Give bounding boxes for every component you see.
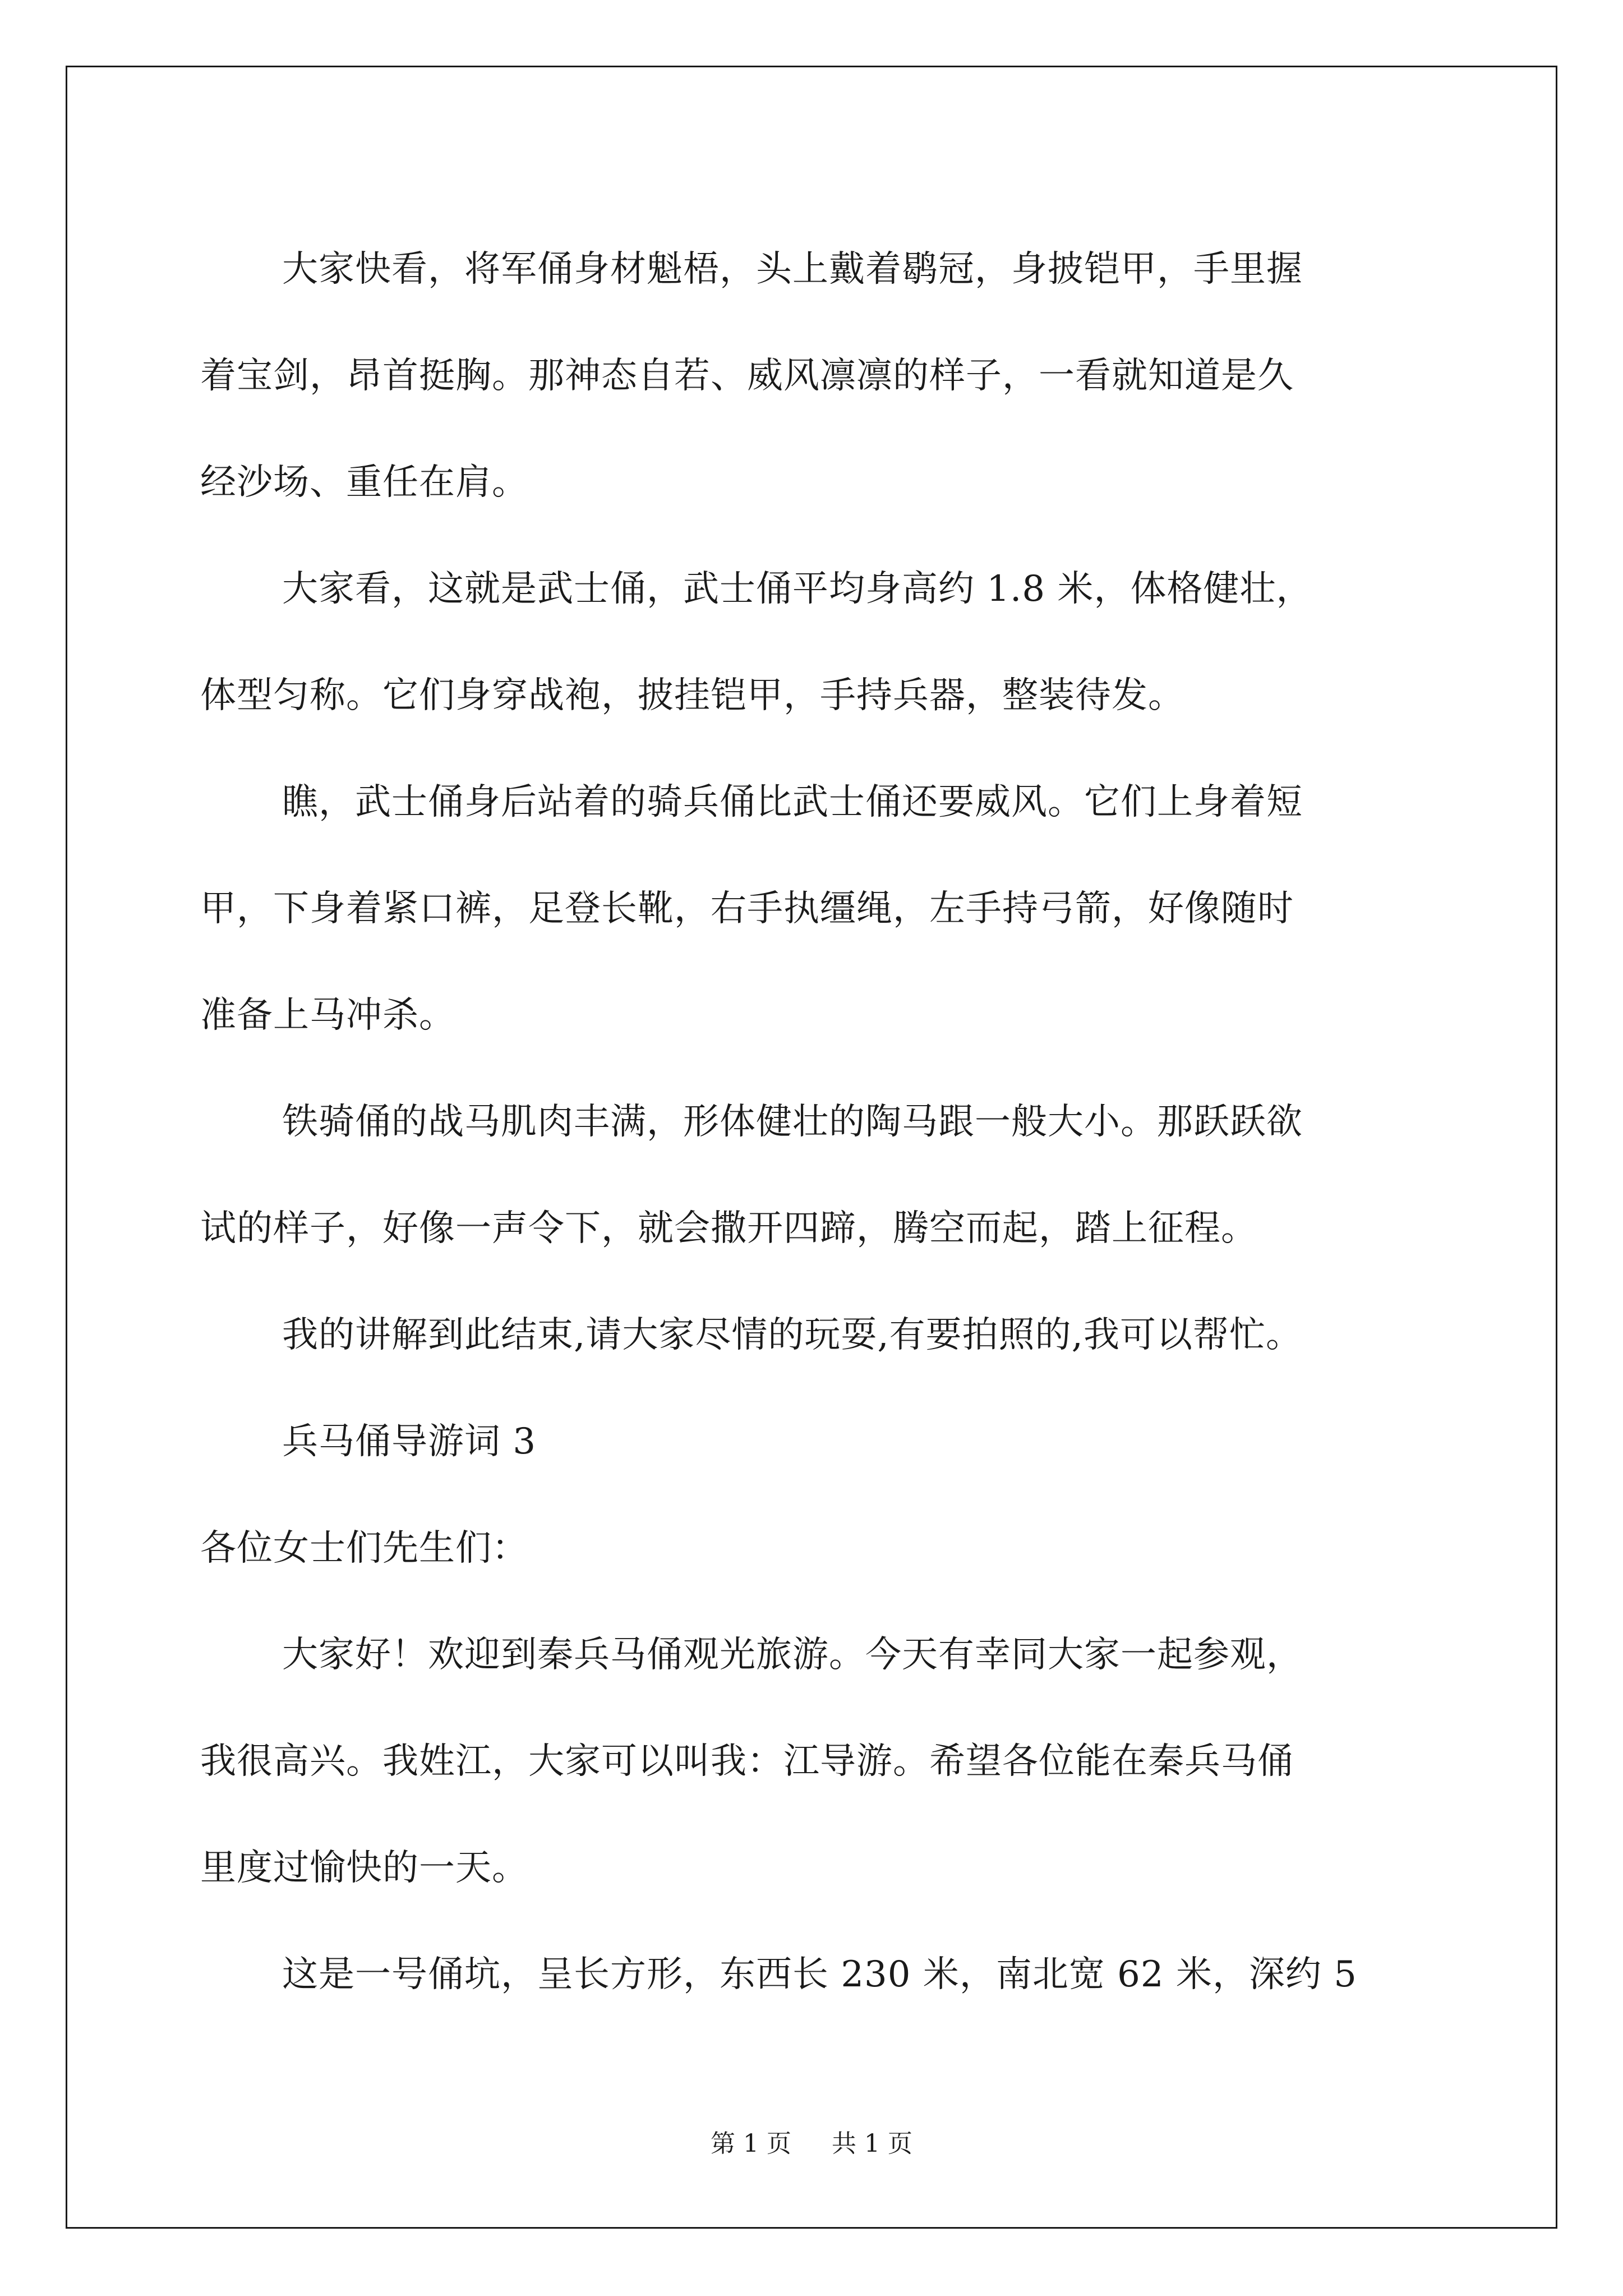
paragraph-9-line-1: 这是一号俑坑，呈长方形，东西长 230 米，南北宽 62 米，深约 5 xyxy=(282,1954,1358,1995)
paragraph-1-line-3: 经沙场、重任在肩。 xyxy=(200,462,528,503)
paragraph-8-line-1: 大家好！欢迎到秦兵马俑观光旅游。今天有幸同大家一起参观， xyxy=(282,1634,1303,1676)
paragraph-8-line-3: 里度过愉快的一天。 xyxy=(200,1847,528,1889)
paragraph-3-line-1: 瞧，武士俑身后站着的骑兵俑比武士俑还要威风。它们上身着短 xyxy=(282,781,1303,823)
page-number: 第 1 页 xyxy=(711,2129,791,2158)
paragraph-4-line-2: 试的样子，好像一声令下，就会撒开四蹄，腾空而起，踏上征程。 xyxy=(200,1208,1257,1249)
paragraph-3-line-2: 甲，下身着紧口裤，足登长靴，右手执缰绳，左手持弓箭，好像随时 xyxy=(200,888,1294,930)
paragraph-1-line-1: 大家快看，将军俑身材魁梧，头上戴着鹖冠，身披铠甲，手里握 xyxy=(282,249,1303,290)
paragraph-1-line-2: 着宝剑，昂首挺胸。那神态自若、威风凛凛的样子，一看就知道是久 xyxy=(200,355,1294,397)
document-body xyxy=(200,216,1428,2028)
paragraph-4-line-1: 铁骑俑的战马肌肉丰满，形体健壮的陶马跟一般大小。那跃跃欲 xyxy=(282,1101,1303,1143)
section-heading: 兵马俑导游词 3 xyxy=(282,1421,537,1462)
page-total: 共 1 页 xyxy=(832,2129,912,2158)
paragraph-2-line-2: 体型匀称。它们身穿战袍，披挂铠甲，手持兵器，整装待发。 xyxy=(200,675,1184,716)
salutation: 各位女士们先生们： xyxy=(200,1527,528,1569)
paragraph-2-line-1: 大家看，这就是武士俑，武士俑平均身高约 1.8 米，体格健壮， xyxy=(282,568,1313,610)
paragraph-3-line-3: 准备上马冲杀。 xyxy=(200,995,455,1036)
page-footer xyxy=(0,2127,1623,2161)
paragraph-8-line-2: 我很高兴。我姓江，大家可以叫我：江导游。希望各位能在秦兵马俑 xyxy=(200,1741,1294,1782)
paragraph-5-line-1: 我的讲解到此结束,请大家尽情的玩耍,有要拍照的,我可以帮忙。 xyxy=(282,1314,1303,1356)
